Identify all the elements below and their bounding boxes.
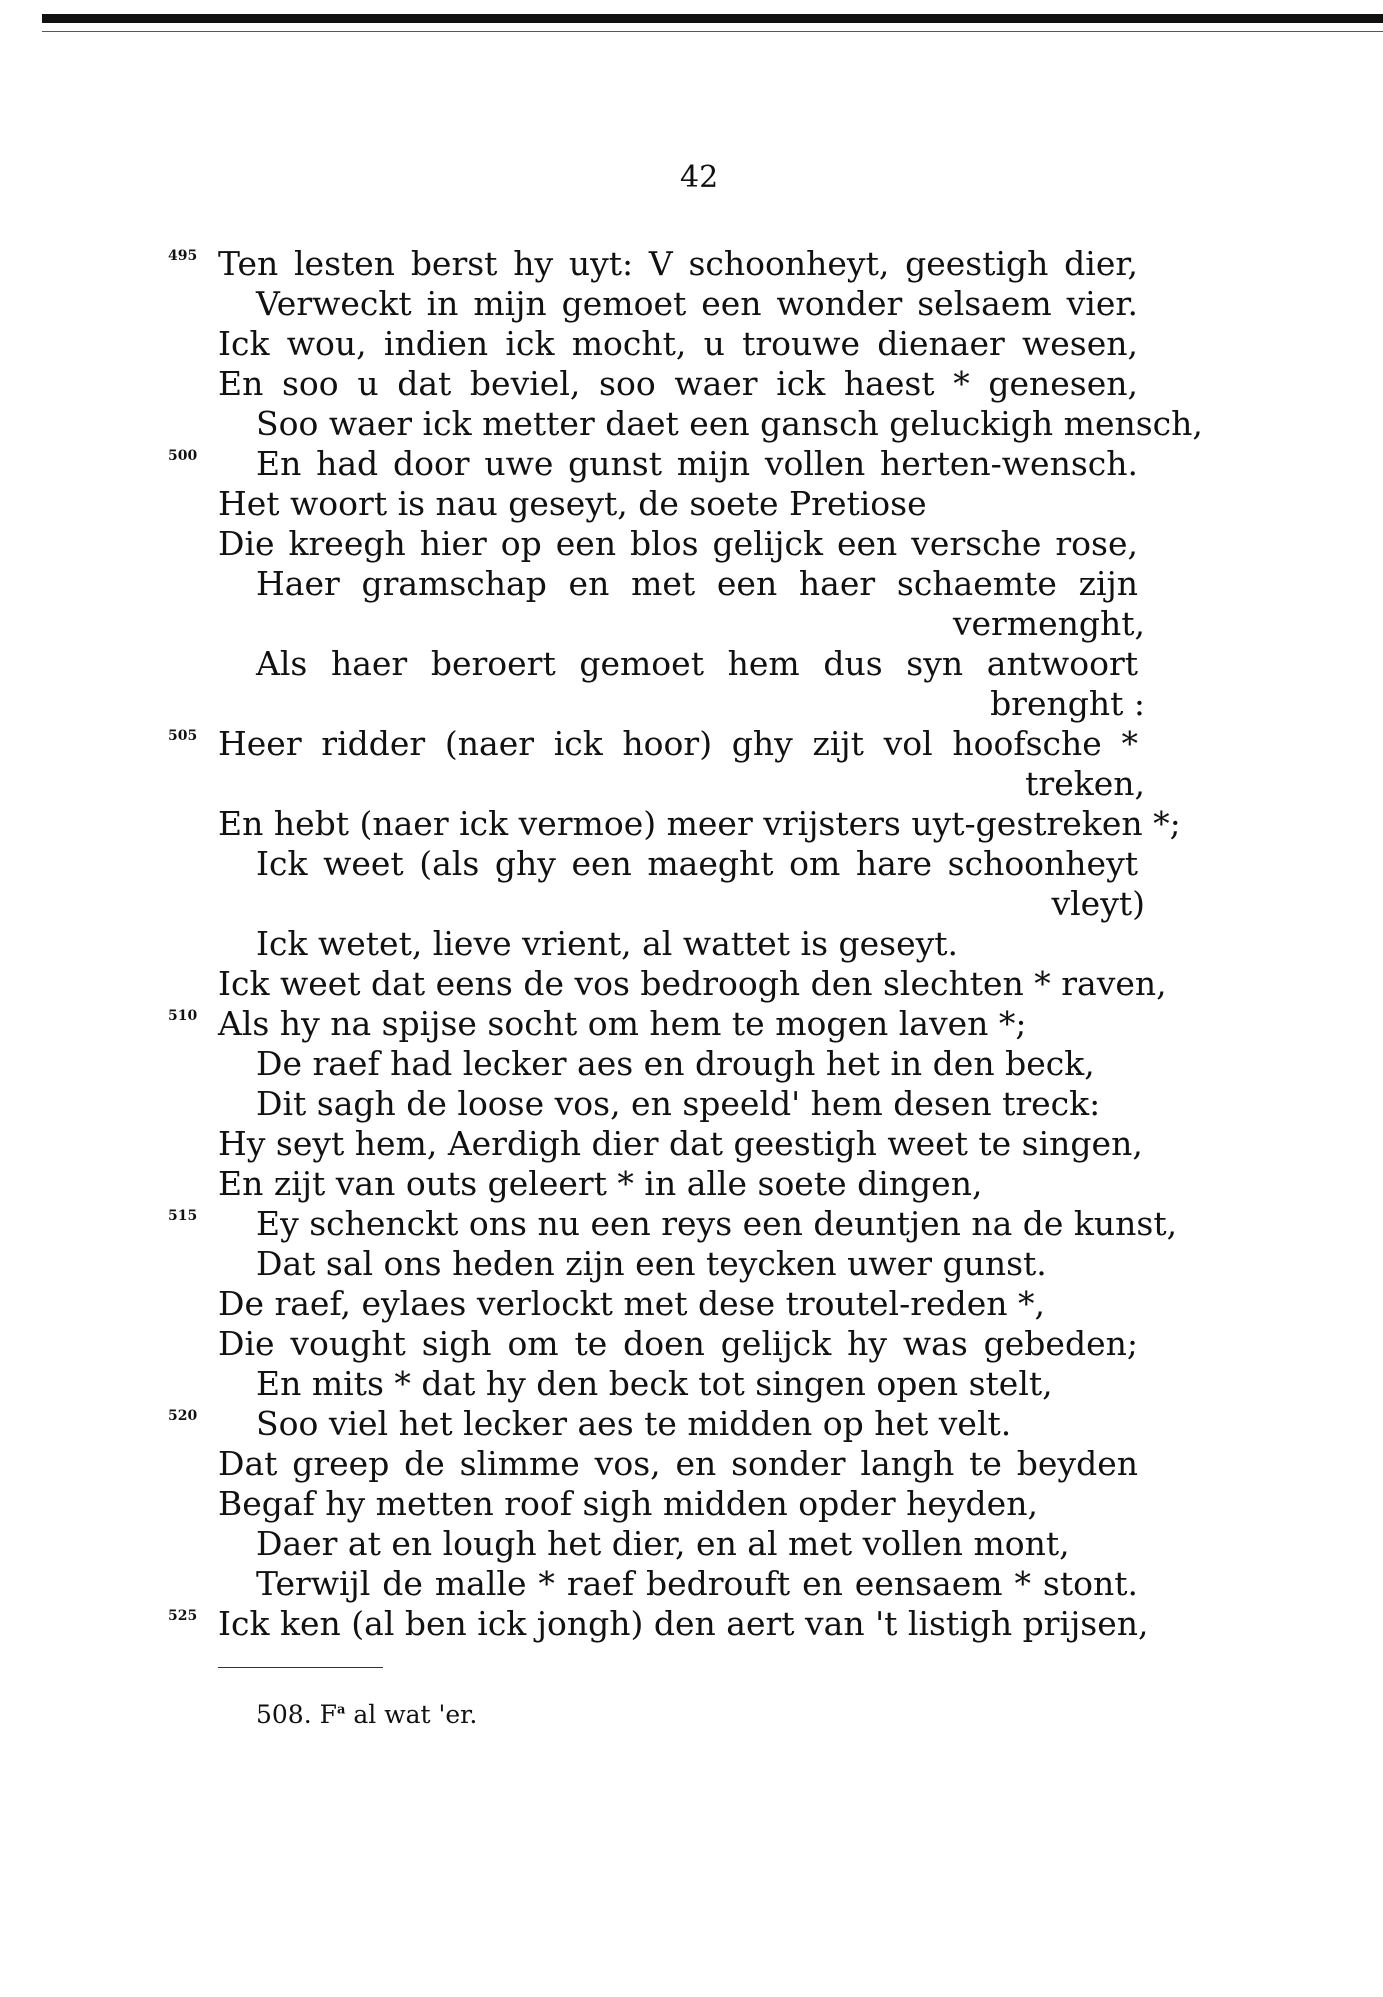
verse-text: Ick wou, indien ick mocht, u trouwe dienaer wesen, xyxy=(218,324,1138,363)
footnote-rule xyxy=(218,1667,383,1668)
verse-line xyxy=(0,844,1383,884)
line-number: 525 xyxy=(168,1608,198,1624)
verse-line xyxy=(0,524,1383,564)
verse-text: Soo viel het lecker aes te midden op het velt. xyxy=(256,1404,1012,1443)
verse-line xyxy=(0,564,1383,604)
verse-text: Ick wetet, lieve vrient, al wattet is geseyt. xyxy=(256,924,959,963)
verse-text: En zijt van outs geleert * in alle soete dingen, xyxy=(218,1164,983,1203)
footnote xyxy=(256,1700,477,1729)
verse-text: Ey schenckt ons nu een reys een deuntjen na de kunst, xyxy=(256,1204,1178,1243)
line-number: 505 xyxy=(168,728,198,744)
verse-text: Ick ken (al ben ick jongh) den aert van 't listigh prijsen, xyxy=(218,1604,1149,1643)
verse-line xyxy=(0,1364,1383,1404)
verse-text: Die kreegh hier op een blos gelijck een versche rose, xyxy=(218,524,1138,563)
top-rule xyxy=(42,14,1383,23)
line-number: 510 xyxy=(168,1008,198,1024)
verse-line xyxy=(0,1284,1383,1324)
verse-line-continuation xyxy=(0,684,1383,724)
verse-text: Dat sal ons heden zijn een teycken uwer gunst. xyxy=(256,1244,1047,1283)
verse-line-continuation xyxy=(0,604,1383,644)
verse-line xyxy=(0,1524,1383,1564)
verse-text: Als hy na spijse socht om hem te mogen laven *; xyxy=(218,1004,1027,1043)
verse-text: Het woort is nau geseyt, de soete Pretiose xyxy=(218,484,927,523)
verse-line xyxy=(0,1604,1383,1644)
verse-line-continuation xyxy=(0,884,1383,924)
verse-text: treken, xyxy=(1025,764,1145,803)
footnote-text: al wat 'er. xyxy=(345,1700,478,1729)
verse-text: Dit sagh de loose vos, en speeld' hem desen treck: xyxy=(256,1084,1101,1123)
verse-text: brenght : xyxy=(990,684,1145,723)
line-number: 520 xyxy=(168,1408,198,1424)
verse-text: En mits * dat hy den beck tot singen open stelt, xyxy=(256,1364,1053,1403)
line-number: 515 xyxy=(168,1208,198,1224)
verse-line xyxy=(0,1164,1383,1204)
verse-line xyxy=(0,724,1383,764)
verse-text: Heer ridder (naer ick hoor) ghy zijt vol hoofsche * xyxy=(218,724,1138,763)
verse-line-continuation xyxy=(0,764,1383,804)
verse-text: Verweckt in mijn gemoet een wonder selsaem vier. xyxy=(256,284,1138,323)
verse-line xyxy=(0,324,1383,364)
verse-line xyxy=(0,1204,1383,1244)
verse-line xyxy=(0,1444,1383,1484)
verse-line xyxy=(0,244,1383,284)
verse-text: De raef, eylaes verlockt met dese troutel-reden *, xyxy=(218,1284,1045,1323)
poem-body xyxy=(0,244,1383,1644)
verse-line xyxy=(0,804,1383,844)
verse-text: En soo u dat beviel, soo waer ick haest * genesen, xyxy=(218,364,1138,403)
verse-text: En hebt (naer ick vermoe) meer vrijsters uyt-gestreken *; xyxy=(218,804,1181,843)
verse-line xyxy=(0,444,1383,484)
verse-line xyxy=(0,364,1383,404)
verse-line xyxy=(0,964,1383,1004)
verse-text: De raef had lecker aes en drough het in den beck, xyxy=(256,1044,1095,1083)
verse-text: Ick weet dat eens de vos bedroogh den slechten * raven, xyxy=(218,964,1167,1003)
verse-line xyxy=(0,1244,1383,1284)
verse-text: Hy seyt hem, Aerdigh dier dat geestigh weet te singen, xyxy=(218,1124,1143,1163)
verse-line xyxy=(0,284,1383,324)
verse-text: Ten lesten berst hy uyt: V schoonheyt, geestigh dier, xyxy=(218,244,1138,283)
verse-line xyxy=(0,1484,1383,1524)
verse-line xyxy=(0,484,1383,524)
verse-line xyxy=(0,1324,1383,1364)
top-rule-thin xyxy=(42,31,1383,32)
verse-line xyxy=(0,1084,1383,1124)
verse-line xyxy=(0,1564,1383,1604)
verse-line xyxy=(0,1004,1383,1044)
verse-text: Als haer beroert gemoet hem dus syn antwoort xyxy=(256,644,1138,683)
page-number: 42 xyxy=(680,160,719,195)
verse-text: vermenght, xyxy=(952,604,1145,643)
footnote-sup: a xyxy=(336,1702,346,1718)
verse-text: vleyt) xyxy=(1051,884,1145,923)
verse-text: Terwijl de malle * raef bedrouft en eensaem * stont. xyxy=(256,1564,1138,1603)
line-number: 495 xyxy=(168,248,198,264)
verse-text: Ick weet (als ghy een maeght om hare schoonheyt xyxy=(256,844,1138,883)
verse-text: Begaf hy metten roof sigh midden opder heyden, xyxy=(218,1484,1038,1523)
verse-line xyxy=(0,1044,1383,1084)
verse-text: Haer gramschap en met een haer schaemte zijn xyxy=(256,564,1138,603)
verse-line xyxy=(0,924,1383,964)
line-number: 500 xyxy=(168,448,198,464)
verse-text: En had door uwe gunst mijn vollen herten-wensch. xyxy=(256,444,1138,483)
footnote-ref: 508. F xyxy=(256,1700,337,1729)
verse-line xyxy=(0,644,1383,684)
verse-text: Soo waer ick metter daet een gansch geluckigh mensch, xyxy=(256,404,1203,443)
verse-text: Daer at en lough het dier, en al met vollen mont, xyxy=(256,1524,1070,1563)
verse-line xyxy=(0,404,1383,444)
verse-text: Die vought sigh om te doen gelijck hy was gebeden; xyxy=(218,1324,1138,1363)
verse-line xyxy=(0,1404,1383,1444)
verse-text: Dat greep de slimme vos, en sonder langh te beyden xyxy=(218,1444,1138,1483)
verse-line xyxy=(0,1124,1383,1164)
